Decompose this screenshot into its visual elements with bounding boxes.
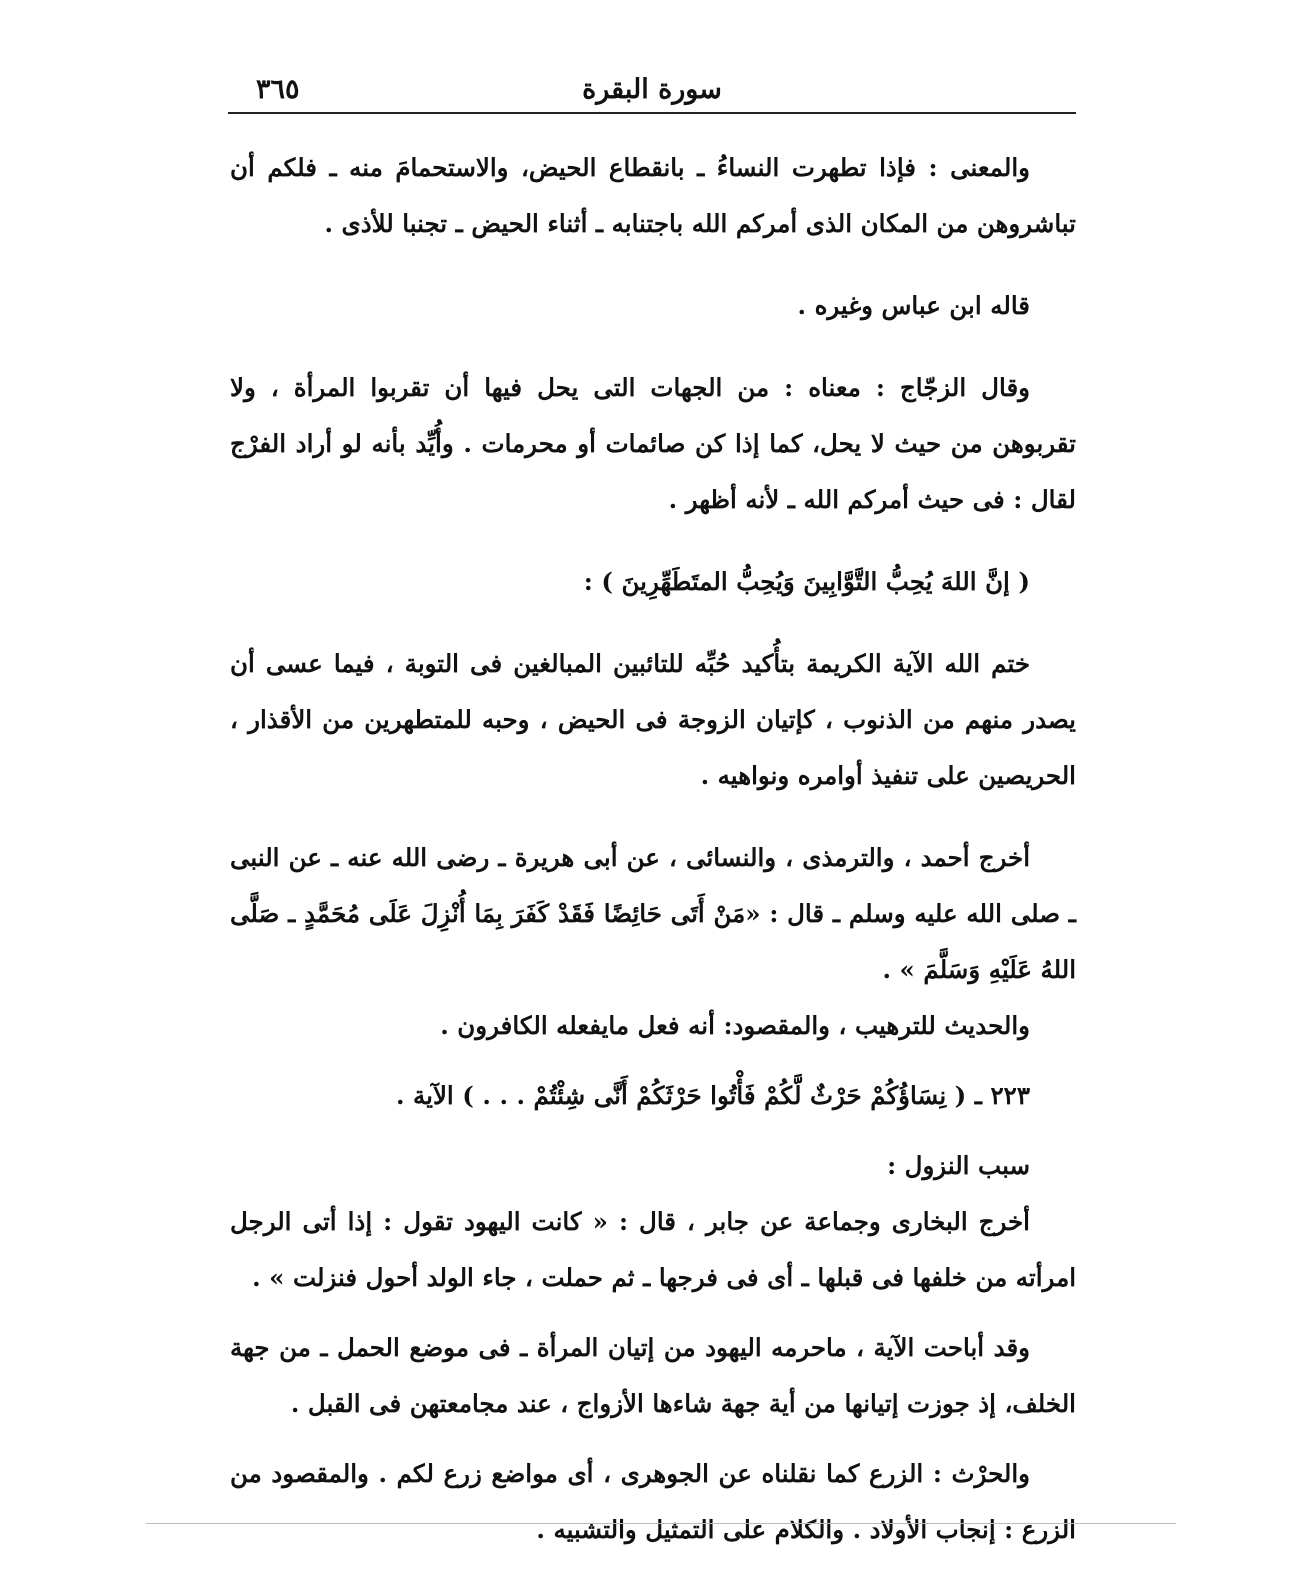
paragraph-harth: والحرْث : الزرع كما نقلناه عن الجوهرى ، أى مواضع زرع لكم . والمقصود من الزرع : إنجاب الأولاد . والكلام على التمثيل والتشبيه . (230, 1459, 1076, 1544)
verse-quote-repentance: ( إنَّ اللهَ يُحِبُّ التَّوَّابِينَ وَيُحِبُّ المتَطَهِّرِينَ ) : (583, 567, 1030, 596)
paragraph-bukhari: أخرج البخارى وجماعة عن جابر ، قال : « كانت اليهود تقول : إذا أتى الرجل امرأته من خلفها فى قبلها ـ أى فى فرجها ـ ثم حملت ، جاء الولد أحول فنزلت » . (230, 1207, 1076, 1292)
running-header (228, 70, 1076, 114)
footer-divider (146, 1523, 1176, 1524)
main-text (230, 140, 1076, 1558)
paragraph-verse-ending: ختم الله الآية الكريمة بتأُكيد حُبِّه للتائبين المبالغين فى التوبة ، فيما عسى أن يصدر منهم من الذنوب ، كإتيان الزوجة فى الحيض ، وحبه للمتطهرين من الأقذار ، الحريصين على تنفيذ أوامره ونواهيه . (230, 649, 1076, 790)
section-heading-revelation-cause: سبب النزول : (887, 1151, 1030, 1180)
verse-heading-223: ٢٢٣ ـ ( نِسَاؤُكُمْ حَرْثٌ لَّكُمْ فَأْتُوا حَرْثَكُمْ أَنَّى شِئْتُمْ . . . ) الآية . (395, 1081, 1030, 1110)
running-title: سورة البقرة (582, 74, 722, 105)
paragraph-hadith: أخرج أحمد ، والترمذى ، والنسائى ، عن أبى هريرة ـ رضى الله عنه ـ عن النبى ـ صلى الله عليه وسلم ـ قال : «مَنْ أَتَى حَائِضًا فَقَدْ كَفَرَ بِمَا أُنْزِلَ عَلَى مُحَمَّدٍ ـ صَلَّى اللهُ عَلَيْهِ وَسَلَّمَ » . (230, 843, 1076, 984)
paragraph-hadith-purpose: والحديث للترهيب ، والمقصود: أنه فعل مايفعله الكافرون . (440, 1011, 1030, 1040)
paragraph-zajjaj: وقال الزجّاج : معناه : من الجهات التى يحل فيها أن تقربوا المرأة ، ولا تقربوهن من حيث لا يحل، كما إذا كن صائمات أو محرمات . وأُيِّد بأنه لو أراد الفرْج لقال : فى حيث أمركم الله ـ لأنه أظهر . (230, 373, 1076, 514)
paragraph-meaning: والمعنى : فإذا تطهرت النساءُ ـ بانقطاع الحيض، والاستحمامَ منه ـ فلكم أن تباشروهن من المكان الذى أمركم الله باجتنابه ـ أثناء الحيض ـ تجنبا للأذى . (230, 153, 1076, 238)
paragraph-permission: وقد أباحت الآية ، ماحرمه اليهود من إتيان المرأة ـ فى موضع الحمل ـ من جهة الخلف، إذ جوزت إتيانها من أية جهة شاءها الأزواج ، عند مجامعتهن فى القبل . (230, 1333, 1076, 1418)
paragraph-ibn-abbas: قاله ابن عباس وغيره . (797, 291, 1030, 320)
page-number: ٣٦٥ (256, 74, 300, 105)
